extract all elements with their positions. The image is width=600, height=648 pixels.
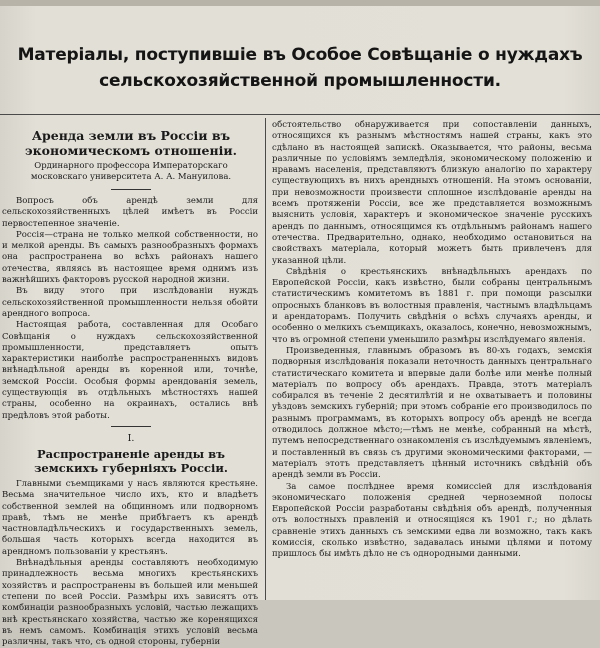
section-paragraph: Главными съемщиками у насъ являются крестьяне. Весьма значительное число ихъ, кто и владѣетъ собственной землей на общинномъ или подворномъ правѣ, тѣмъ не менѣе прибѣгаетъ къ арендѣ частновладѣльческихъ и государственныхъ земель, большая часть которыхъ всегда находится въ арендномъ пользованіи у крестьянъ. (2, 478, 258, 557)
title-divider (0, 114, 600, 115)
left-column (0, 120, 262, 648)
section-rule (111, 426, 151, 427)
body-paragraph: Произведенныя, главнымъ образомъ въ 80-хъ годахъ, земскія подворныя изслѣдованія показали неточность данныхъ центральнаго статистическаго комитета и впервые дали болѣе или менѣе полный матеріалъ по вопросу объ арендахъ. Правда, этотъ матеріалъ собирался въ теченіе 2 десятилѣтій и не охватываетъ и половины уѣздовъ земскихъ губерній; при этомъ собраніе его производилось по разнымъ программамъ, въ которыхъ вопросу объ арендѣ не всегда отводилось должное мѣсто;—тѣмъ не менѣе, собранный на мѣстѣ, путемъ непосредственнаго ознакомленія съ изслѣдуемымъ явленіемъ, и поставленный въ связь съ другими экономическими факторами, — матеріалъ этотъ представляетъ цѣнный источникъ свѣдѣній объ арендѣ земли въ Россіи. (272, 345, 592, 481)
right-column (270, 120, 596, 600)
page-top-edge (0, 0, 600, 6)
body-paragraph: За самое послѣднее время комиссіей для изслѣдованія экономическаго положенія средней черноземной полосы Европейской Россіи разработаны свѣдѣнія объ арендѣ, полученныя отъ волостныхъ правленій и относящіяся къ 1901 г.; но дѣлать сравненіе этихъ данныхъ съ земскими едва ли возможно, такъ какъ комиссія, сколько извѣстно, задавалась иными цѣлями и потому пришлось бы имѣть дѣло не съ однородными данными. (272, 481, 592, 560)
article-title: Аренда земли въ Россіи въ экономическомъ отношеніи. (25, 128, 237, 158)
intro-paragraph: Настоящая работа, составленная для Особаго Совѣщанія о нуждахъ сельскохозяйственной промышленности, представляетъ опытъ характеристики наиболѣе распространенныхъ видовъ внѣнадѣльной аренды въ коренной или, точнѣе, земской Россіи. Особыя формы арендованія земель, существующія въ отдѣльныхъ мѣстностяхъ нашей страны, особенно на окраинахъ, остались внѣ предѣловъ этой работы. (2, 320, 258, 421)
section-title: Распространеніе аренды въ земскихъ губерніяхъ Россіи. (34, 446, 228, 475)
section-number: I. (127, 432, 135, 444)
intro-paragraph: Россія—страна не только мелкой собственности, но и мелкой аренды. Въ самыхъ разнообразныхъ формахъ она распространена во всѣхъ районахъ нашего отечества, являясь въ настоящее время однимъ изъ важнѣйшихъ факторовъ русской народной жизни. (2, 229, 258, 286)
intro-paragraph: Въ виду этого при изслѣдованіи нуждъ сельскохозяйственной промышленности нельзя обойти арендного вопроса. (2, 286, 258, 319)
byline-rule (111, 189, 151, 190)
body-paragraph: Свѣдѣнія о крестьянскихъ внѣнадѣльныхъ арендахъ по Европейской Россіи, какъ извѣстно, были собраны центральнымъ статистическимъ комитетомъ въ 1881 г. при помощи разсылки опросныхъ бланковъ въ волостныя правленія, частнымъ владѣльцамъ и арендаторамъ. Получить свѣдѣнія о всѣхъ случаяхъ аренды, и особенно о мелкихъ съемщикахъ, оказалось, конечно, невозможнымъ, что въ огромной степени уменьшило размѣры изслѣдуемаго явленія. (272, 266, 592, 345)
intro-paragraph: Вопросъ объ арендѣ земли для сельскохозяйственныхъ цѣлей имѣетъ въ Россіи первостепенное значеніе. (2, 196, 258, 229)
section-paragraph: Внѣнадѣльныя аренды составляютъ необходимую принадлежность весьма многихъ крестьянскихъ хозяйствъ и распространены въ большей или меньшей степени по всей Россіи. Размѣры ихъ зависятъ отъ комбинаціи разнообразныхъ условій, частью лежащихъ внѣ крестьянскаго хозяйства, частью же коренящихся въ немъ самомъ. Комбинація этихъ условій весьма различны, такъ что, съ одной стороны, губерніи (2, 558, 258, 648)
column-divider (265, 118, 266, 600)
article-byline: Ординарного профессора Императорскаго московскаго университета А. А. Мануилова. (30, 161, 232, 182)
page-title: Матеріалы, поступившіе въ Особое Совѣщаніе о нуждахъ сельскохозяйственной промышленности. (17, 45, 583, 91)
body-paragraph: обстоятельство обнаруживается при сопоставленіи данныхъ, относящихся къ разнымъ мѣстностямъ нашей страны, какъ это сдѣлано въ настоящей запискѣ. Оказывается, что районы, весьма различные по условіямъ земледѣлія, экономическому положенію и нравамъ населенія, представляютъ близкую аналогію по характеру существующихъ въ нихъ арендныхъ отношеній. На этомъ основаніи, при невозможности произвести сплошное изслѣдованіе аренды на всемъ протяженіи Россіи, все же представляется возможнымъ выяснить условія, характеръ и экономическое значеніе русскихъ арендъ по даннымъ, относящимся къ отдѣльнымъ районамъ нашего отечества. Предварительно, однако, необходимо остановиться на свойствахъ матеріала, который можетъ быть привлеченъ для указанной цѣли. (272, 120, 592, 266)
